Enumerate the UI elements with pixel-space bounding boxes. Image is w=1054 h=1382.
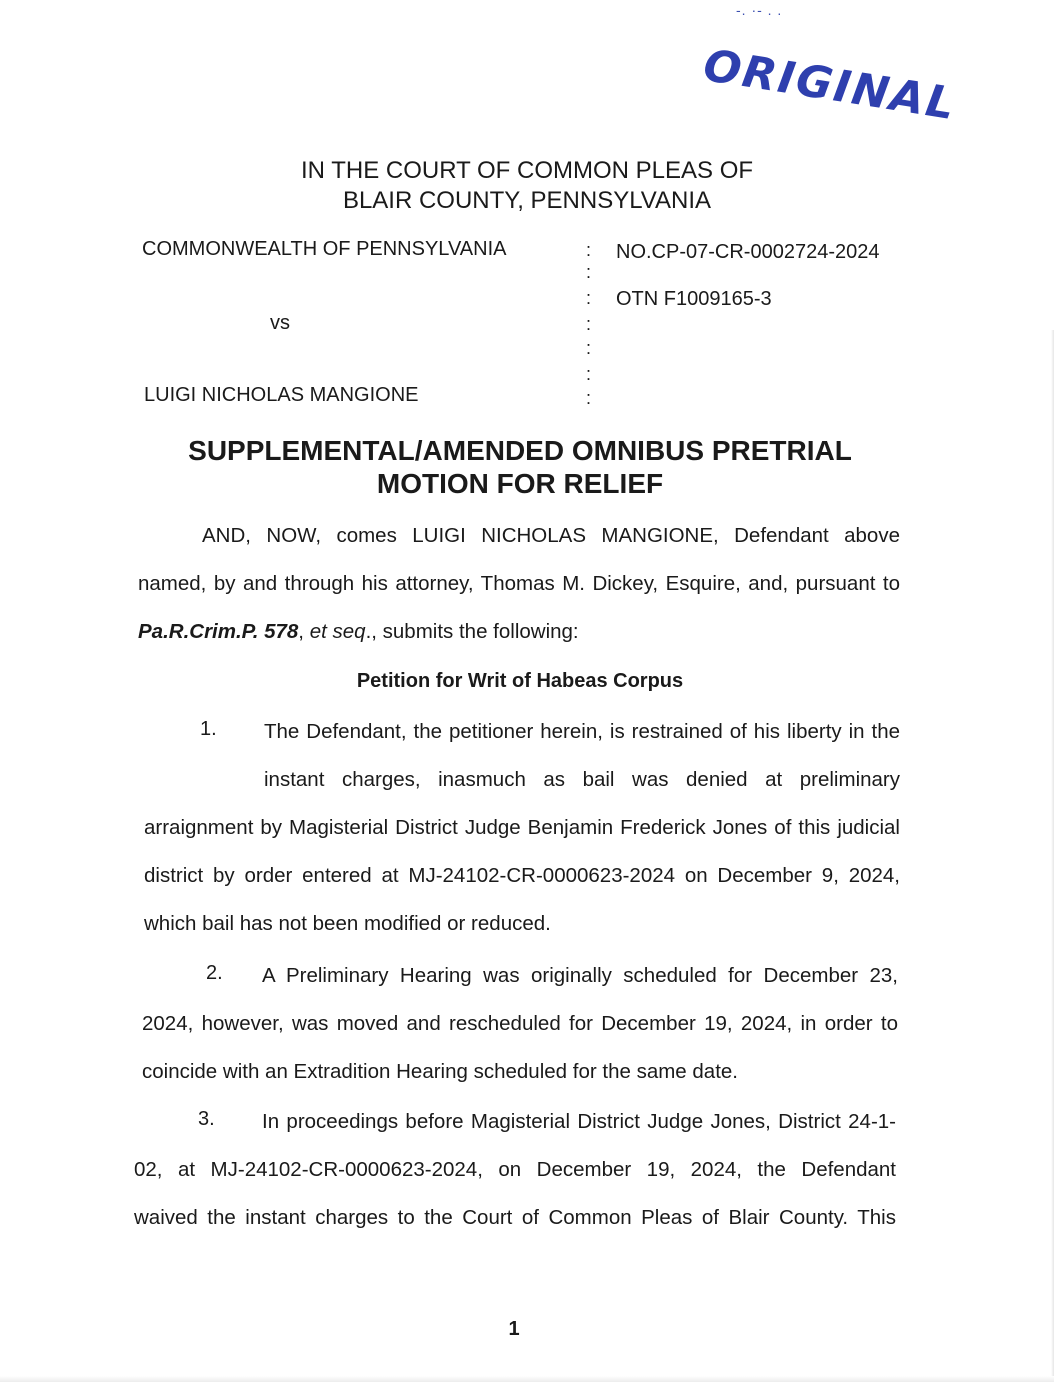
caption-colon: :	[586, 364, 592, 384]
intro-line2: named, by and through his attorney, Thomas M. Dickey, Esquire, and, pursuant to	[138, 572, 900, 595]
paragraph-number: 3.	[198, 1108, 215, 1130]
caption-colon: :	[586, 240, 592, 260]
paragraph-line: arraignment by Magisterial District Judge Benjamin Frederick Jones of this judicial	[144, 816, 900, 839]
paragraph-line: 2024, however, was moved and rescheduled for December 19, 2024, in order to	[142, 1012, 898, 1035]
original-stamp: ORIGINAL	[700, 40, 960, 131]
otn-number: OTN F1009165-3	[616, 288, 772, 310]
court-name-line1: IN THE COURT OF COMMON PLEAS OF	[300, 157, 754, 184]
intro-line1: AND, NOW, comes LUIGI NICHOLAS MANGIONE, Defendant above	[202, 524, 900, 547]
paragraph-line: 02, at MJ-24102-CR-0000623-2024, on December 19, 2024, the Defendant	[134, 1158, 896, 1181]
scan-bottom-shadow	[0, 1376, 1054, 1382]
paragraph-line: district by order entered at MJ-24102-CR-0000623-2024 on December 9, 2024,	[144, 864, 900, 887]
et-seq: et seq	[309, 620, 366, 643]
motion-title-line1: SUPPLEMENTAL/AMENDED OMNIBUS PRETRIAL	[188, 435, 852, 466]
caption-colon: :	[586, 338, 592, 358]
intro-line3-rest: ., submits the following:	[365, 620, 579, 643]
paragraph-line: instant charges, inasmuch as bail was denied at preliminary	[264, 768, 900, 791]
page-number: 1	[508, 1318, 520, 1340]
paragraph-line: The Defendant, the petitioner herein, is restrained of his liberty in the	[264, 720, 900, 743]
intro-comma: ,	[298, 620, 310, 643]
rule-citation: Pa.R.Crim.P. 578	[138, 620, 299, 643]
paragraph-line: In proceedings before Magisterial District Judge Jones, District 24-1-	[262, 1110, 896, 1133]
court-name-line2: BLAIR COUNTY, PENNSYLVANIA	[342, 187, 712, 214]
paragraph-line: waived the instant charges to the Court of Common Pleas of Blair County. This	[134, 1206, 896, 1229]
plaintiff-name: COMMONWEALTH OF PENNSYLVANIA	[142, 238, 507, 260]
defendant-name: LUIGI NICHOLAS MANGIONE	[144, 384, 419, 406]
paragraph-line: which bail has not been modified or reduced.	[144, 912, 551, 935]
stamp-specks: -. ·- . .	[736, 2, 783, 18]
caption-colon: :	[586, 288, 592, 308]
motion-title-line2: MOTION FOR RELIEF	[376, 468, 664, 499]
paragraph-line: A Preliminary Hearing was originally scheduled for December 23,	[262, 964, 898, 987]
paragraph-line: coincide with an Extradition Hearing scheduled for the same date.	[142, 1060, 738, 1083]
paragraph-number: 1.	[200, 718, 217, 740]
docket-number: NO.CP-07-CR-0002724-2024	[616, 241, 880, 263]
intro-line3	[138, 620, 579, 644]
caption-colon: :	[586, 388, 592, 408]
versus-label: vs	[270, 312, 290, 334]
caption-colon: :	[586, 314, 592, 334]
paragraph-number: 2.	[206, 962, 223, 984]
caption-colon: :	[586, 262, 592, 282]
section-heading: Petition for Writ of Habeas Corpus	[356, 670, 684, 692]
